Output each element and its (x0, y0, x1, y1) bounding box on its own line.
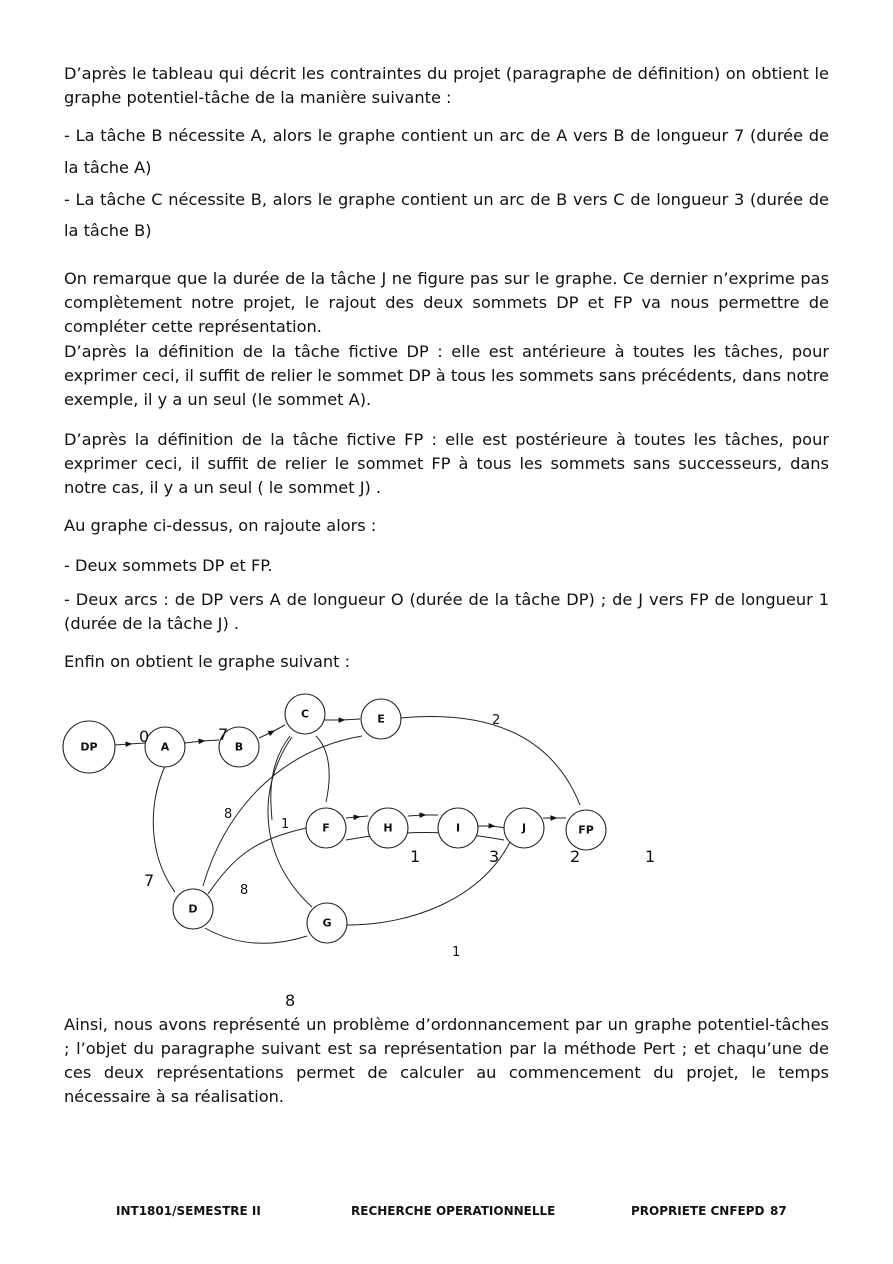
weight-label: 0 (139, 727, 150, 746)
svg-text:D: D (188, 902, 198, 916)
bullet-1-line-2: la tâche A) (64, 158, 152, 177)
edge-c-e (324, 719, 360, 720)
remark-paragraph: On remarque que la durée de la tâche J ne figure pas sur le graphe. Ce dernier n’exprime pas complètement notre projet, le rajout des deux sommets DP et FP va nous permettre de compléter cette représentation. (64, 269, 829, 336)
node-c (285, 694, 325, 734)
svg-text:B: B (234, 740, 244, 754)
edge-g-j (347, 842, 510, 925)
footer-code: INT1801/SEMESTRE II (116, 1204, 261, 1218)
intro-paragraph: D’après le tableau qui décrit les contraintes du projet (paragraphe de définition) on obtient le graphe potentiel-tâche de la manière suivante : (64, 64, 829, 107)
svg-text:A: A (160, 740, 170, 754)
footer-course: RECHERCHE OPERATIONNELLE (351, 1204, 556, 1218)
weight-label: 8 (224, 807, 233, 822)
weight-label: 1 (281, 817, 290, 832)
conclusion-paragraph: Ainsi, nous avons représenté un problème d’ordonnancement par un graphe potentiel-tâches ; l’objet du paragraphe suivant est sa représentation par la méthode Pert ; et chaqu’une de ces deux représentations permet de calculer au commencement du projet, le temps nécessaire à sa réalisation. (64, 1015, 829, 1106)
edge-e-fp (400, 717, 580, 805)
node-dp (63, 721, 115, 773)
footer-owner: PROPRIETE CNFEPD (631, 1204, 765, 1218)
additions-intro: Au graphe ci-dessus, on rajoute alors : (64, 516, 377, 535)
weight-label: 2 (570, 847, 581, 866)
weight-label: 2 (492, 713, 501, 728)
dp-definition-paragraph: D’après la définition de la tâche fictive DP : elle est antérieure à toutes les tâches, pour exprimer ceci, il suffit de relier le sommet DP à tous les sommets sans précédents, dans notre exemple, il y a un seul (le sommet A). (64, 342, 829, 409)
edge-c-f (316, 736, 329, 802)
weight-label: 1 (645, 847, 656, 866)
node-fp (566, 810, 606, 850)
svg-text:FP: FP (578, 823, 594, 837)
svg-text:E: E (377, 712, 385, 726)
edge-d-g (205, 928, 307, 943)
bullet-2-line-2: la tâche B) (64, 221, 152, 240)
node-a (145, 727, 185, 767)
weight-label: 1 (452, 945, 461, 960)
edge-c-h (271, 736, 290, 820)
edge-b-c (259, 725, 285, 738)
addition-item-1: - Deux sommets DP et FP. (64, 556, 273, 575)
bullet-1-line-1: - La tâche B nécessite A, alors le graphe contient un arc de A vers B de longueur 7 (durée de (64, 126, 829, 145)
page-number: 87 (770, 1204, 787, 1218)
edge-c-g (268, 737, 312, 907)
node-f (306, 808, 346, 848)
edge-i-j (478, 826, 506, 828)
node-i (438, 808, 478, 848)
edge-a-b (185, 740, 219, 743)
node-j (504, 808, 544, 848)
edge-f-h (346, 816, 368, 818)
node-h (368, 808, 408, 848)
edge-h-i (408, 815, 438, 816)
weight-label: 3 (489, 847, 500, 866)
svg-text:DP: DP (80, 740, 98, 754)
weight-label: 1 (410, 847, 421, 866)
weight-label: 7 (144, 871, 155, 890)
edge-a-d (153, 766, 175, 892)
weight-label: 8 (285, 991, 296, 1010)
node-e (361, 699, 401, 739)
node-g (307, 903, 347, 943)
node-d (173, 889, 213, 929)
svg-text:J: J (521, 821, 527, 835)
svg-text:C: C (300, 707, 310, 721)
potential-task-graph (0, 680, 893, 1015)
svg-text:F: F (322, 821, 330, 835)
svg-text:H: H (383, 821, 393, 835)
bullet-2-line-1: - La tâche C nécessite B, alors le graphe contient un arc de B vers C de longueur 3 (durée de (64, 190, 829, 209)
svg-text:G: G (322, 916, 332, 930)
final-graph-intro: Enfin on obtient le graphe suivant : (64, 652, 351, 671)
svg-text:I: I (455, 821, 461, 835)
fp-definition-paragraph: D’après la définition de la tâche fictive FP : elle est postérieure à toutes les tâches, pour exprimer ceci, il suffit de relier le sommet FP à tous les sommets sans successeurs, dans notre cas, il y a un seul ( le sommet J) . (64, 430, 829, 497)
weight-label: 8 (240, 883, 249, 898)
graph-weight-labels (139, 713, 655, 1010)
addition-item-2: - Deux arcs : de DP vers A de longueur O (durée de la tâche DP) ; de J vers FP de longueur 1 (durée de la tâche J) . (64, 590, 829, 633)
weight-label: 7 (218, 725, 229, 744)
